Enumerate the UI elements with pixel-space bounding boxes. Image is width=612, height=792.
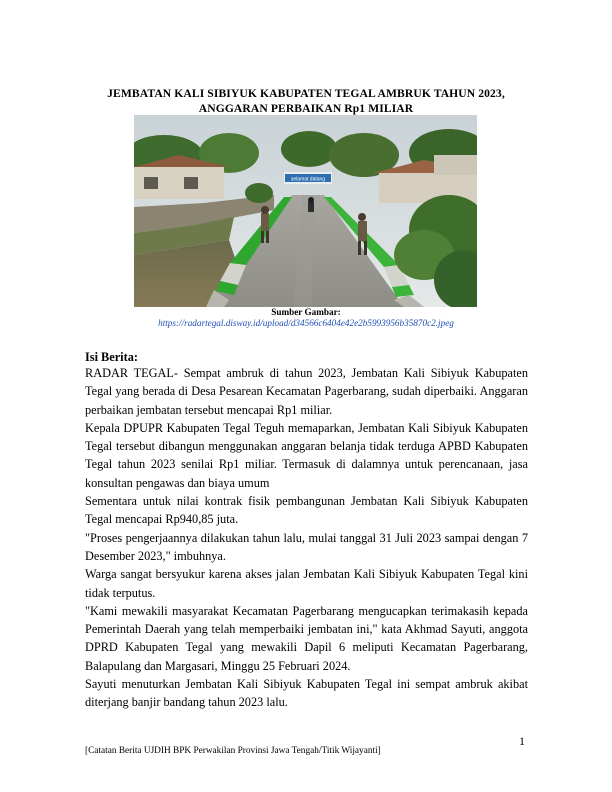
article-paragraph: Kepala DPUPR Kabupaten Tegal Teguh memaparkan, Jembatan Kali Sibiyuk Kabupaten Tegal tersebut dibangun menggunakan anggaran belanja tidak terduga APBD Kabupaten Tegal tahun 2023 senilai Rp1 miliar. Termasuk di dalamnya untuk perencanaan, jasa konsultan pengawas dan biaya umum xyxy=(85,420,528,490)
article-paragraph: RADAR TEGAL- Sempat ambruk di tahun 2023, Jembatan Kali Sibiyuk Kabupaten Tegal yang berada di Desa Pesarean Kecamatan Pagerbarang, sudah diperbaiki. Anggaran perbaikan jembatan tersebut mencapai Rp1 miliar. xyxy=(85,366,528,417)
image-source-label: Sumber Gambar: xyxy=(271,307,341,317)
footer-note: [Catatan Berita UJDIH BPK Perwakilan Provinsi Jawa Tengah/Titik Wijayanti] xyxy=(85,746,381,756)
article-paragraph: "Kami mewakili masyarakat Kecamatan Pagerbarang mengucapkan terimakasih kepada Pemerintah Daerah yang telah memperbaiki jembatan ini," kata Akhmad Sayuti, anggota DPRD Kabupaten Tegal yang mewakili Dapil 6 meliputi Kecamatan Pagerbarang, Balapulang dan Margasari, Minggu 25 Februari 2024. xyxy=(85,603,528,673)
article-title-line-2: ANGGARAN PERBAIKAN Rp1 MILIAR xyxy=(198,101,414,115)
article-title-line-1: JEMBATAN KALI SIBIYUK KABUPATEN TEGAL AMBRUK TAHUN 2023, xyxy=(107,87,505,100)
image-source-link[interactable]: https://radartegal.disway.id/upload/d34566c6404e42e2b5993956b35870c2.jpeg xyxy=(158,318,454,328)
article-paragraph: Sementara untuk nilai kontrak fisik pembangunan Jembatan Kali Sibiyuk Kabupaten Tegal mencapai Rp940,85 juta. xyxy=(85,494,528,527)
article-body xyxy=(85,364,528,712)
bridge-photo xyxy=(134,115,477,307)
article-title xyxy=(60,87,552,116)
section-title: Isi Berita: xyxy=(85,350,138,364)
article-paragraph: "Proses pengerjaannya dilakukan tahun lalu, mulai tanggal 31 Juli 2023 sampai dengan 7 Desember 2023," imbuhnya. xyxy=(85,530,528,563)
article-paragraph: Warga sangat bersyukur karena akses jalan Jembatan Kali Sibiyuk Kabupaten Tegal kini tidak terputus. xyxy=(85,567,528,600)
article-paragraph: Sayuti menuturkan Jembatan Kali Sibiyuk Kabupaten Tegal ini sempat ambruk akibat diterjang banjir bandang tahun 2023 lalu. xyxy=(85,677,528,710)
page-number: 1 xyxy=(519,734,525,748)
gate-banner-text: selamat datang xyxy=(290,176,326,183)
